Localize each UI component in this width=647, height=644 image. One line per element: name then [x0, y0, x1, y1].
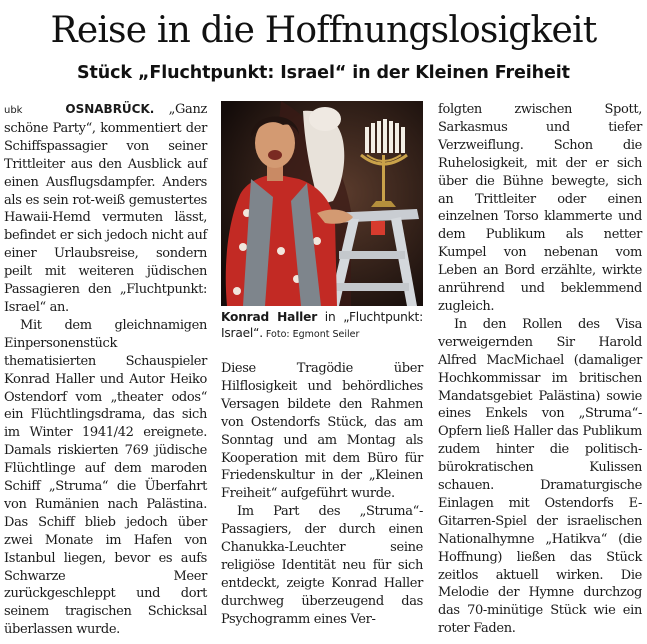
paragraph-1-text: „Ganz schöne Party“, kommentiert der Schiffspassagier von seiner Trittleiter aus den Ausblick auf einen Ausflugsdampfer. Anders als es sein rot-weiß gemustertes Hawaii-Hemd vermuten lässt, befindet er sich jedoch nicht auf einer Urlaubsreise, sondern peilt mit weiteren jüdischen Passagieren den „Fluchtpunkt: Israel“ an. [4, 102, 207, 315]
photo-credit: Foto: Egmont Seiler [262, 329, 360, 340]
paragraph-1 [4, 101, 207, 317]
headline: Reise in die Hoffnungslosigkeit [50, 10, 597, 51]
article-column-2 [221, 360, 423, 629]
caption-name: Konrad Haller [221, 310, 318, 324]
photo-caption [221, 309, 423, 343]
subheadline: Stück „Fluchtpunkt: Israel“ in der Kleinen Freiheit [77, 63, 570, 83]
caption-text: in „Fluchtpunkt: Israel“. [221, 310, 423, 340]
paragraph-4: Im Part des „Struma“-Passagiers, der durch einen Chanukka-Leuchter seine religiöse Identität neu für sich entdeckt, zeigte Konrad Haller durchweg überzeugend das Psychogramm eines Ver- [221, 504, 423, 627]
paragraph-5: folgten zwischen Spott, Sarkasmus und tiefer Verzweiflung. Schon die Ruhelosigkeit, mit der er sich über die Bühne bewegte, sich an Trittleiter oder einen einzelnen Torso klammerte und dem Publikum als netter Kumpel von nebenan vom Leben an Bord erzählte, wirkte anrührend und beklemmend zugleich. [438, 102, 642, 314]
paragraph-6: In den Rollen des Visa verweigernden Sir Harold Alfred MacMichael (damaliger Hochkommissar im britischen Mandatsgebiet Palästina) sowie eines Enkels von „Struma“-Opfern ließ Haller das Publikum zudem hinter die politisch-bürokratischen Kulissen schauen. Dramaturgische Einlagen mit Ostendorfs E-Gitarren-Spiel der israelischen Nationalhymne „Hatikva“ (die Hoffnung) ließen das Stück zeitlos aktuell wirken. Die Melodie der Hymne durchzog das 70-minütige Stück wie ein roter Faden. [438, 316, 642, 637]
paragraph-3: Diese Tragödie über Hilflosigkeit und behördliches Versagen bildete den Rahmen von Ostendorfs Stück, das am Sonntag und am Montag als Kooperation mit dem Büro für Friedenskultur in der „Kleinen Freiheit“ aufgeführt wurde. [221, 361, 423, 502]
article-column-1 [4, 101, 207, 639]
dateline-city: OSNABRÜCK. [65, 102, 155, 116]
actor-photo-illustration [221, 101, 423, 306]
author-initials: ubk [4, 105, 23, 116]
paragraph-2: Mit dem gleichnamigen Einpersonenstück thematisierten Schauspieler Konrad Haller und Autor Heiko Ostendorf vom „theater odos“ ein Flüchtlingsdrama, das sich im Winter 1941/42 ereignete. Damals riskierten 769 jüdische Flüchtlinge auf dem maroden Schiff „Struma“ die Überfahrt von Rumänien nach Palästina. Das Schiff blieb jedoch über zwei Monate im Hafen von Istanbul liegen, bevor es aufs Schwarze Meer zurückgeschleppt und dort seinem tragischen Schicksal überlassen wurde. [4, 317, 207, 638]
article-column-3 [438, 101, 642, 638]
article-photo [221, 101, 423, 306]
